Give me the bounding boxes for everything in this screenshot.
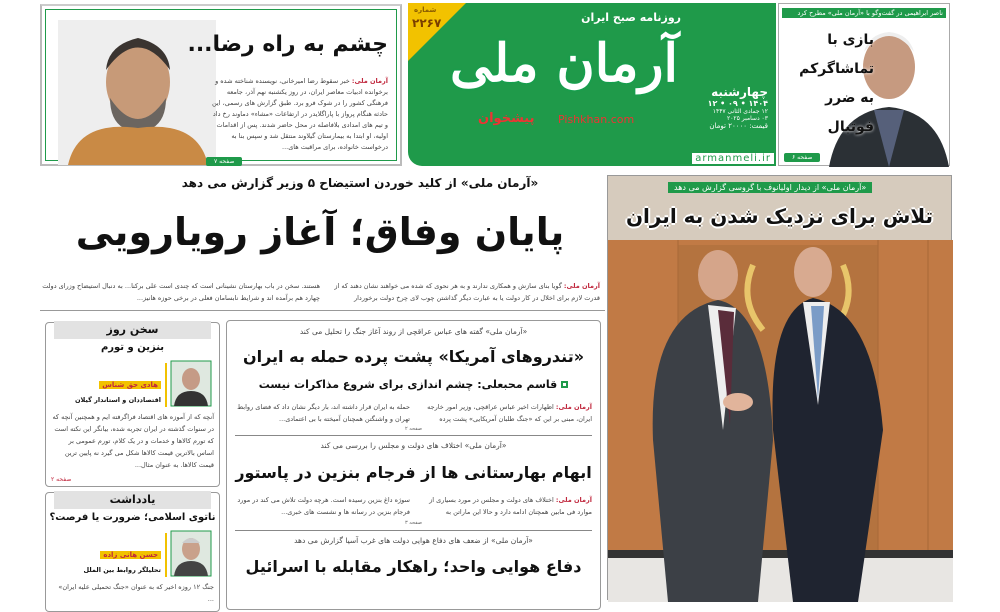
story-headline[interactable]: دفاع هوایی واحد؛ راهکار مقابله با اسرائیل — [245, 557, 582, 576]
column-box — [45, 322, 220, 487]
accent-bar — [165, 533, 167, 577]
story-kicker: «آرمان ملی» از ضعف های دفاع هوایی دولت های غرب آسیا گزارش می دهد — [294, 536, 533, 545]
headline — [782, 26, 874, 142]
source-label: آرمان ملی: — [351, 77, 388, 85]
tagline: روزنامه صبح ایران — [581, 11, 681, 24]
story-body-right — [417, 494, 592, 518]
meeting-photo — [608, 240, 953, 602]
page-ref[interactable]: صفحه ۲ — [51, 476, 72, 483]
article-body — [208, 76, 388, 160]
masthead — [408, 3, 776, 166]
lead-headline[interactable]: پایان وفاق؛ آغاز رویارویی — [75, 210, 565, 254]
source-label: آرمان ملی: — [563, 282, 600, 290]
section-title: یادداشت — [54, 491, 211, 509]
column-body: جنگ ۱۲ روزه اخیر که به عنوان «جنگ تحمیلی علیه ایران» ... — [58, 583, 214, 603]
author-name: حسن هانی زاده — [100, 551, 161, 559]
section-title: سخن روز — [54, 321, 211, 339]
top-left-feature — [40, 4, 402, 166]
headline-line: به ضرر — [825, 90, 874, 106]
weekday: چهارشنبه — [711, 85, 768, 99]
source-label: آرمان ملی: — [555, 403, 592, 411]
headline: چشم به راه رضا... — [187, 32, 388, 57]
author-role: اقتصاددان و استاندار گیلان — [74, 396, 161, 404]
watermark-url: Pishkhan.com — [558, 113, 635, 126]
story-body-left: سوژه داغ بنزین رسیده است. هرچه دولت تلاش می کند در مورد فرجام بنزین در رسانه ها و نشست های خبری... — [237, 496, 410, 516]
page-ref[interactable]: صفحه ۳ — [405, 520, 422, 526]
body-text: گویا بنای سازش و همکاری ندارند و به هر نحوی که شده می خواهند نشان دهند که از قدرت لازم برای اخلال در کار دولت یا به عبارت دیگر گذاشتن چوب لای چرخ دولت برخوردار — [334, 282, 600, 302]
lead-kicker: «آرمان ملی» از کلید خوردن استیضاح ۵ وزیر گزارش می دهد — [181, 176, 539, 190]
date-block — [678, 85, 768, 130]
website-link[interactable]: armanmeli.ir — [692, 153, 774, 164]
top-right-feature — [778, 3, 950, 166]
divider — [235, 530, 592, 531]
body-text: اظهارات اخیر عباس عراقچی، وزیر امور خارجه ایران، مبنی بر این که «جنگ طلبان آمریکایی» پشت پرده — [427, 403, 592, 423]
issue-label: شماره — [414, 6, 437, 14]
stories-box — [226, 320, 601, 610]
author-photo — [171, 361, 211, 406]
story-headline[interactable]: «تندروهای آمریکا» پشت پرده حمله به ایران — [242, 347, 585, 366]
watermark: پیشخوان — [478, 111, 535, 126]
author-name: هادی حق شناس — [99, 381, 161, 389]
page-ref[interactable]: صفحه ۷ — [206, 157, 242, 166]
photo-story — [607, 175, 952, 600]
page-ref[interactable]: صفحه ۲ — [405, 426, 422, 432]
date-solar: ۱۴۰۴ • ۰۹ • ۱۲ — [707, 99, 768, 108]
divider — [235, 435, 592, 436]
issue-number: ۲۲۶۷ — [412, 16, 442, 30]
photo-kicker: «آرمان ملی» از دیدار اولیانوف با گروسی گزارش می دهد — [668, 182, 872, 193]
column-title[interactable]: ناتوی اسلامی؛ ضرورت یا فرصت؟ — [49, 512, 216, 523]
photo-headline[interactable]: تلاش برای نزدیک شدن به ایران — [625, 204, 934, 228]
author-role: تحلیلگر روابط بین الملل — [83, 566, 161, 574]
story-headline[interactable]: ابهام بهارستانی ها از فرجام بنزین در پاستور — [235, 463, 592, 482]
masthead-logo: آرمان ملی — [450, 33, 678, 94]
date-gregorian: ۰۳ دسامبر ۲۰۲۵ — [726, 115, 768, 122]
source-label: آرمان ملی: — [555, 496, 592, 504]
author-photo — [171, 531, 211, 576]
headline-line: بازی با — [827, 32, 874, 48]
story-body-left: حمله به ایران قرار داشته اند، بار دیگر نشان داد که فضای روابط تهران و واشنگتن همچنان آمیخته با بی اعتمادی... — [237, 403, 410, 423]
body-text: خبر سقوط رضا امیرخانی، نویسنده شناخته شده و برخوانده ادبیات معاصر ایران، در روز یکشنبه نهم آذر، جامعه فرهنگی کشور را در شوک فرو برد. طبق گزارش های رسمی، این حادثه هنگام پرواز با پاراگلایدر در ارتفاعات «مشاء» دماوند رخ داد و تیم های امدادی بلافاصله در محل حاضر شدند. پس از اقدامات اولیه، او ابتدا به بیمارستان گیلاوند منتقل شد و سپس بنا به درخواست خانواده، برای مراقبت های... — [211, 77, 388, 151]
story-subhead — [227, 377, 600, 393]
column-body: آنچه که از آموزه های اقتصاد فراگرفته ایم و همچنین آنچه که در سنوات گذشته در ایران تجربه شده، بیانگر این نکته است که تورم کالاها و خدمات و در یک کلام، تورم عمومی بر اساس بالاترین قیمت کالاها شکل می گیرد نه پایین ترین قیمت کالاها. به عنوان مثال... — [52, 413, 214, 469]
subhead-text: قاسم محبعلی: چشم اندازی برای شروع مذاکرات نیست — [258, 378, 558, 391]
bullet-icon — [561, 381, 568, 388]
story-kicker: «آرمان ملی» اختلاف های دولت و مجلس را بررسی می کند — [320, 441, 507, 450]
body-text: اختلاف های دولت و مجلس در مورد بسیاری از موارد فی مابین همچنان ادامه دارد و حالا این ماراتن به — [429, 496, 592, 516]
lead-body-left: هستند. سخن در باب بهارستان نشینانی است که چندی است علی برکنا... به دنبال استیضاح وزرای دولت چهارد هم برآمده اند و شرایط نابسامان فعلی در برخی حوزه هانیز... — [42, 282, 320, 302]
column-title[interactable]: بنزین و تورم — [100, 342, 165, 353]
date-lunar: ۱۲ جمادی الثانی ۱۴۴۷ — [712, 108, 768, 115]
accent-bar — [165, 363, 167, 407]
page-ref[interactable]: صفحه ۶ — [784, 153, 820, 162]
lead-body-right — [330, 280, 600, 306]
headline-line: تماشاگرکم — [799, 61, 874, 77]
story-kicker: «آرمان ملی» گفته های عباس عراقچی از روند آغاز جنگ را تحلیل می کند — [299, 327, 528, 336]
price: قیمت: ۲۰۰۰۰ تومان — [709, 122, 768, 130]
kicker: ناصر ابراهیمی در گفت‌وگو با «آرمان ملی» مطرح کرد — [782, 8, 946, 18]
column-box — [45, 492, 220, 612]
story-body-right — [417, 401, 592, 425]
divider — [40, 310, 605, 311]
headline-line: فوتبال — [827, 119, 874, 135]
